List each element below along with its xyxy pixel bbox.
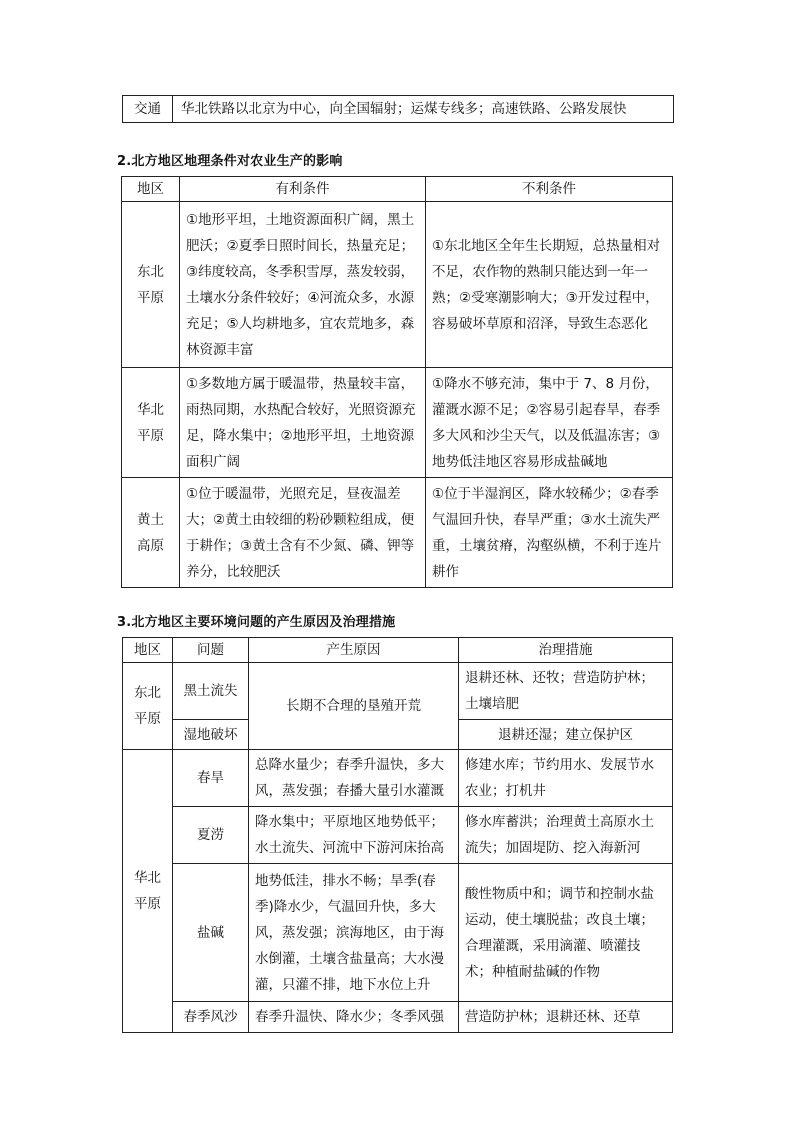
agriculture-conditions-table bbox=[121, 176, 673, 588]
measure-cell: 修建水库；节约用水、发展节水农业；打机井 bbox=[459, 750, 673, 807]
table-row bbox=[123, 1002, 673, 1033]
cause-cell: 春季升温快、降水少；冬季风强 bbox=[249, 1002, 459, 1033]
table-row bbox=[123, 96, 674, 123]
measure-cell: 退耕还湿；建立保护区 bbox=[459, 720, 673, 750]
cause-cell: 长期不合理的垦殖开荒 bbox=[249, 663, 459, 750]
table-header-row bbox=[122, 177, 673, 202]
measure-cell: 退耕还林、还牧；营造防护林；土壤培肥 bbox=[459, 663, 673, 720]
problem-cell: 黑土流失 bbox=[173, 663, 249, 720]
table-row bbox=[123, 663, 673, 720]
header-region: 地区 bbox=[123, 638, 173, 663]
table-row bbox=[123, 750, 673, 807]
table-header-row bbox=[123, 638, 673, 663]
header-unfavorable: 不利条件 bbox=[426, 177, 673, 202]
unfavorable-cell: ①东北地区全年生长期短，总热量相对不足，农作物的熟制只能达到一年一熟；②受寒潮影响大；③开发过程中，容易破坏草原和沼泽，导致生态恶化 bbox=[426, 202, 673, 368]
measure-cell: 营造防护林；退耕还林、还草 bbox=[459, 1002, 673, 1033]
cause-cell: 地势低洼，排水不畅；旱季(春季)降水少，气温回升快，多大风，蒸发强；滨海地区，由于海水倒灌，土壤含盐量高；大水漫灌，只灌不排，地下水位上升 bbox=[249, 864, 459, 1002]
problem-cell: 春季风沙 bbox=[173, 1002, 249, 1033]
section-3-heading: 3.北方地区主要环境问题的产生原因及治理措施 bbox=[117, 615, 396, 630]
header-favorable: 有利条件 bbox=[180, 177, 426, 202]
section-2-heading: 2.北方地区地理条件对农业生产的影响 bbox=[117, 154, 343, 169]
header-cause: 产生原因 bbox=[249, 638, 459, 663]
measure-cell: 酸性物质中和；调节和控制水盐运动，使土壤脱盐；改良土壤；合理灌溉，采用滴灌、喷灌技术；种植耐盐碱的作物 bbox=[459, 864, 673, 1002]
cause-cell: 降水集中；平原地区地势低平；水土流失、河流中下游河床抬高 bbox=[249, 807, 459, 864]
cause-cell: 总降水量少；春季升温快，多大风，蒸发强；春播大量引水灌溉 bbox=[249, 750, 459, 807]
problem-cell: 盐碱 bbox=[173, 864, 249, 1002]
table-row bbox=[123, 864, 673, 1002]
header-measure: 治理措施 bbox=[459, 638, 673, 663]
favorable-cell: ①位于暖温带，光照充足，昼夜温差大；②黄土由较细的粉砂颗粒组成，便于耕作；③黄土含有不少氮、磷、钾等养分，比较肥沃 bbox=[180, 478, 426, 588]
region-cell: 东北 平原 bbox=[122, 202, 180, 368]
transport-text: 华北铁路以北京为中心，向全国辐射；运煤专线多；高速铁路、公路发展快 bbox=[173, 96, 674, 123]
transport-table bbox=[122, 95, 674, 123]
region-cell: 华北 平原 bbox=[122, 368, 180, 478]
favorable-cell: ①多数地方属于暖温带，热量较丰富，雨热同期，水热配合较好，光照资源充足，降水集中；②地形平坦，土地资源面积广阔 bbox=[180, 368, 426, 478]
favorable-cell: ①地形平坦，土地资源面积广阔，黑土肥沃；②夏季日照时间长，热量充足；③纬度较高，冬季积雪厚，蒸发较弱，土壤水分条件较好；④河流众多，水源充足；⑤人均耕地多，宜农荒地多，森林资源丰富 bbox=[180, 202, 426, 368]
header-region: 地区 bbox=[122, 177, 180, 202]
environment-problems-table bbox=[122, 637, 673, 1033]
region-cell: 东北 平原 bbox=[123, 663, 173, 750]
problem-cell: 春旱 bbox=[173, 750, 249, 807]
region-cell: 华北 平原 bbox=[123, 750, 173, 1033]
unfavorable-cell: ①降水不够充沛，集中于 7、8 月份，灌溉水源不足；②容易引起春旱，春季多大风和沙尘天气，以及低温冻害；③地势低洼地区容易形成盐碱地 bbox=[426, 368, 673, 478]
region-cell: 黄土 高原 bbox=[122, 478, 180, 588]
table-row bbox=[122, 478, 673, 588]
table-row bbox=[122, 202, 673, 368]
problem-cell: 湿地破坏 bbox=[173, 720, 249, 750]
table-row bbox=[123, 807, 673, 864]
transport-label: 交通 bbox=[123, 96, 173, 123]
problem-cell: 夏涝 bbox=[173, 807, 249, 864]
table-row bbox=[122, 368, 673, 478]
unfavorable-cell: ①位于半湿润区，降水较稀少；②春季气温回升快，春旱严重；③水土流失严重，土壤贫瘠，沟壑纵横，不利于连片耕作 bbox=[426, 478, 673, 588]
header-problem: 问题 bbox=[173, 638, 249, 663]
measure-cell: 修水库蓄洪；治理黄土高原水土流失；加固堤防、挖入海新河 bbox=[459, 807, 673, 864]
